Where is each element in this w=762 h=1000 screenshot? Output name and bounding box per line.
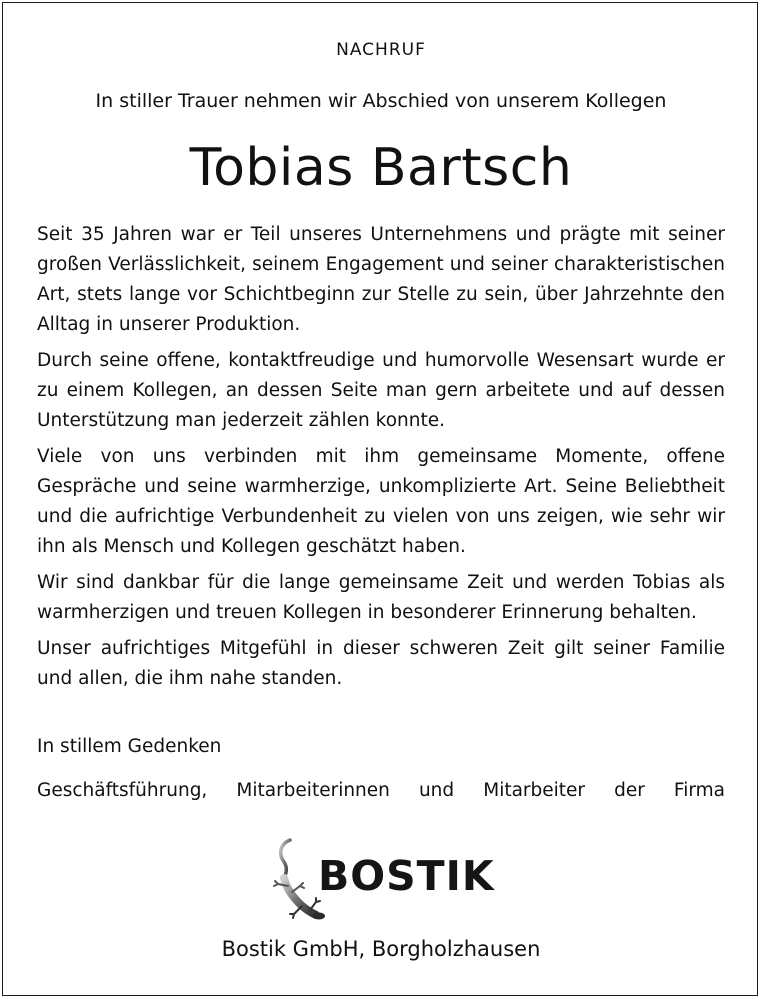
- notice-kicker: NACHRUF: [336, 40, 426, 60]
- obituary-paragraph: Seit 35 Jahren war er Teil unseres Unternehmens und prägte mit seiner großen Verlässlichkeit, seinem Engagement und seiner charakteristischen Art, stets lange vor Schichtbeginn zur Stelle zu sein, über Jahrzehnte den Alltag in unserer Produktion.: [37, 224, 725, 335]
- obituary-paragraph: Viele von uns verbinden mit ihm gemeinsame Momente, offene Gespräche und seine warmherzige, unkomplizierte Art. Seine Beliebtheit und die aufrichtige Verbundenheit zu vielen von uns zeigen, wie sehr wir ihn als Mensch und Kollegen geschätzt haben.: [37, 446, 725, 557]
- obituary-paragraph: Durch seine offene, kontaktfreudige und humorvolle Wesensart wurde er zu einem Kollegen, an dessen Seite man gern arbeitete und auf dessen Unterstützung man jederzeit zählen konnte.: [37, 350, 725, 431]
- obituary-text: [37, 220, 725, 694]
- obituary-paragraph: Unser aufrichtiges Mitgefühl in dieser schweren Zeit gilt seiner Familie und allen, die ihm nahe standen.: [37, 638, 725, 689]
- notice-intro: In stiller Trauer nehmen wir Abschied von unserem Kollegen: [95, 90, 667, 112]
- signers-line: Geschäftsführung, Mitarbeiterinnen und Mitarbeiter der Firma: [37, 780, 725, 801]
- obituary-paragraph: Wir sind dankbar für die lange gemeinsame Zeit und werden Tobias als warmherzigen und treuen Kollegen in besonderer Erinnerung behalten.: [37, 572, 725, 623]
- company-logo: [270, 838, 500, 920]
- deceased-name: Tobias Bartsch: [189, 138, 573, 198]
- company-name: Bostik GmbH, Borgholzhausen: [221, 937, 541, 961]
- logo-wordmark: BOSTIK: [318, 852, 495, 900]
- closing-line: In stillem Gedenken: [37, 736, 222, 757]
